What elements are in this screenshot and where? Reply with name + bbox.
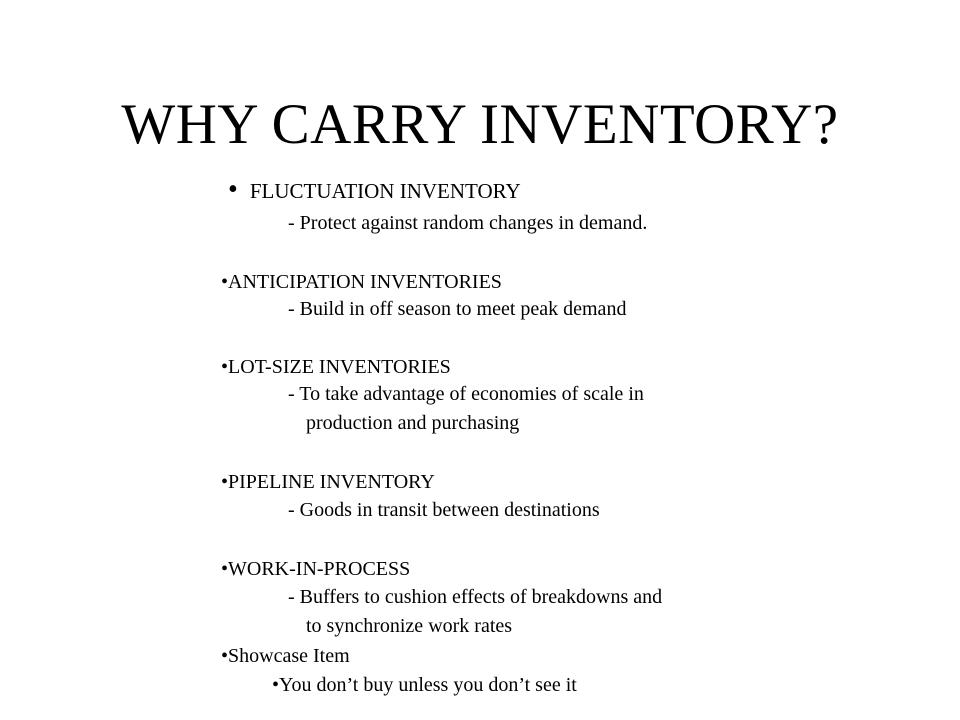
bullet-dot-icon: • (221, 558, 229, 580)
bullet-dot-icon: • (221, 356, 229, 378)
slide-title: WHY CARRY INVENTORY? (121, 93, 839, 156)
bullet-heading: Showcase Item (228, 645, 350, 667)
bullet-dot-icon: • (221, 271, 229, 293)
bullet-fluctuation-inventory (228, 174, 521, 205)
bullet-work-in-process (221, 557, 410, 581)
bullet-dot-icon: • (272, 674, 280, 696)
bullet-dot-icon: • (221, 645, 229, 667)
bullet-showcase-item (221, 644, 350, 668)
bullet-heading: WORK-IN-PROCESS (228, 558, 411, 580)
bullet-description: - To take advantage of economies of scale in (288, 383, 644, 405)
bullet-heading: LOT-SIZE INVENTORIES (228, 356, 451, 378)
bullet-description: - Buffers to cushion effects of breakdowns and (288, 586, 663, 608)
bullet-heading: FLUCTUATION INVENTORY (249, 179, 521, 203)
bullet-heading: PIPELINE INVENTORY (228, 471, 435, 493)
bullet-heading: ANTICIPATION INVENTORIES (228, 271, 502, 293)
bullet-description-continued: production and purchasing (306, 412, 520, 434)
bullet-description: - Protect against random changes in demand. (288, 212, 648, 234)
bullet-anticipation-inventories (221, 270, 502, 294)
bullet-lot-size-inventories (221, 355, 451, 379)
sub-bullet-text: You don’t buy unless you don’t see it (279, 674, 577, 696)
bullet-description: - Goods in transit between destinations (288, 499, 600, 521)
bullet-description-continued: to synchronize work rates (306, 615, 513, 637)
bullet-pipeline-inventory (221, 470, 435, 494)
bullet-dot-icon: • (228, 174, 238, 205)
sub-bullet (272, 673, 577, 697)
bullet-dot-icon: • (221, 471, 229, 493)
bullet-description: - Build in off season to meet peak demand (288, 298, 627, 320)
